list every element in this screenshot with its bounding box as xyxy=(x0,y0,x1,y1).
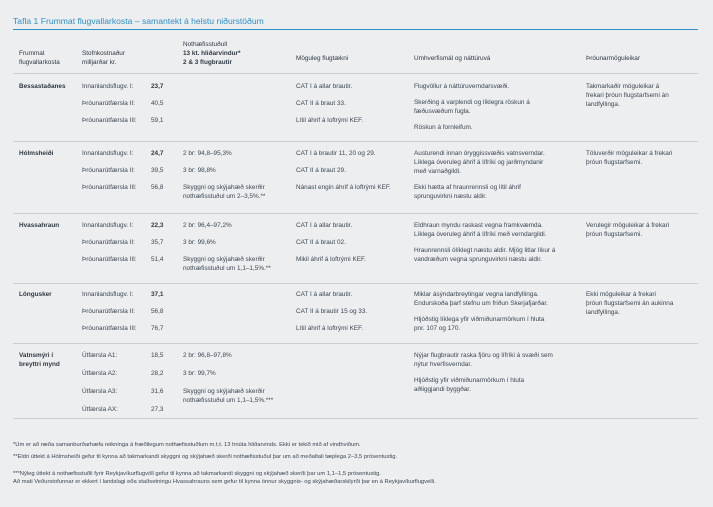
usability-text: nothæfisstuðul um 1,1–1,5%.** xyxy=(183,265,271,272)
row-name: Löngusker xyxy=(19,291,52,298)
row-name: breyttri mynd xyxy=(19,361,60,368)
dev-text: þróun flugstarfsemi. xyxy=(586,159,643,166)
env-text: sprunguvirkni næstu aldir. xyxy=(414,193,487,200)
header-col2-line: Stofnkostnaður xyxy=(82,50,125,57)
tech-text: CAT II á brautir 15 og 33. xyxy=(296,308,368,315)
dev-text: landfyllinga. xyxy=(586,101,620,108)
row-name: Bessastaðanes xyxy=(19,83,66,90)
cost-label: Þróunarútfærsla II: xyxy=(82,308,135,315)
env-text: Skerðing á varplendi og líklegra röskun á xyxy=(414,99,530,106)
cost-value: 35,7 xyxy=(151,239,164,246)
header-col4 xyxy=(296,54,348,63)
cost-label: Þróunarútfærsla II: xyxy=(82,100,135,107)
header-col3-line: 2 & 3 flugbrautir xyxy=(183,59,233,66)
row-divider xyxy=(13,213,698,214)
cost-value: 28,2 xyxy=(151,370,164,377)
env-text: Eldhraun myndu raskast vegna framkvæmda. xyxy=(414,222,543,229)
footnote: *Um er að ræða samanburðarhæfa reikninga á fræðilegum nothæfisstuðlum m.t.t. 13 hnúta hliðarvinds. Ekki er tekið mið af vindhviðum. xyxy=(13,442,361,448)
cost-value: 27,3 xyxy=(151,406,164,413)
header-col3-line: 13 kt. hliðarvindur* xyxy=(183,50,241,57)
title-divider xyxy=(13,29,698,30)
cost-value: 31,6 xyxy=(151,388,164,395)
cost-label: Innanlandsflugv. I: xyxy=(82,222,134,229)
usability-text: 3 br: 99,7% xyxy=(183,370,216,377)
cost-label: Útfærsla A3: xyxy=(82,388,118,395)
cost-label: Innanlandsflugv. I: xyxy=(82,291,134,298)
cost-label: Þróunarútfærsla III: xyxy=(82,256,137,263)
header-col5-line: Umhverfismál og náttúruvá xyxy=(414,55,491,62)
cost-value: 39,5 xyxy=(151,167,164,174)
dev-text: Töluverðir möguleikar á frekari xyxy=(586,150,673,157)
env-text: með varnaðgildi. xyxy=(414,168,461,175)
cost-value: 56,8 xyxy=(151,308,164,315)
env-text: fæðusvæðum fugla. xyxy=(414,108,471,115)
cost-label: Útfærsla A1: xyxy=(82,352,118,359)
header-col6-line: Þróunarmöguleikar xyxy=(586,55,640,62)
header-col4-line: Möguleg flugtækni xyxy=(296,55,349,62)
tech-text: Mikil áhrif á loftrými KEF. xyxy=(296,256,366,263)
header-col3-line: Nothæfisstuðull xyxy=(183,41,228,48)
env-text: Röskun á fornleifum. xyxy=(414,124,473,131)
tech-text: CAT I á allar brautir. xyxy=(296,83,353,90)
env-text: Líklega óveruleg áhrif á lífríki og jarðmyndanir xyxy=(414,159,544,166)
tech-text: CAT II á braut 02. xyxy=(296,239,346,246)
env-text: Nýjar flugbrautir raska fjöru og lífríki á svæði sem xyxy=(414,352,553,359)
usability-text: 2 br: 96,4–97,2% xyxy=(183,222,232,229)
usability-text: 3 br: 98,8% xyxy=(183,167,216,174)
tech-text: Nánast engin áhrif á loftrými KEF. xyxy=(296,184,391,191)
tech-text: CAT I á allar brautir. xyxy=(296,291,353,298)
env-text: nýtur hverfisverndar. xyxy=(414,361,472,368)
cost-label: Útfærsla AX: xyxy=(82,406,118,413)
usability-text: nothæfisstuðul um 2–3,5%.** xyxy=(183,193,266,200)
cost-value: 37,1 xyxy=(151,291,164,298)
row-divider xyxy=(13,343,698,344)
dev-text: þróun flugstarfsemi. xyxy=(586,231,643,238)
row-divider xyxy=(13,141,698,142)
env-text: vandræðum vegna sprunguvirkni næstu aldir. xyxy=(414,256,542,263)
header-col2-line: milljarðar kr. xyxy=(82,59,117,66)
env-text: Líklega óveruleg áhrif á lífríki með verndargildi. xyxy=(414,231,547,238)
header-col1-line: flugvallarkosta xyxy=(19,59,60,66)
usability-text: Skyggni og skýjahæð skerðir xyxy=(183,184,265,191)
cost-value: 59,1 xyxy=(151,117,164,124)
cost-label: Útfærsla A2: xyxy=(82,370,118,377)
env-text: Endurskoða þarf stefnu um friðun Skerjafjarðar. xyxy=(414,300,548,307)
tech-text: CAT II á braut 29. xyxy=(296,167,346,174)
cost-value: 40,5 xyxy=(151,100,164,107)
footnote: ***Nýleg úttekt á nothæfisstuðli fyrir Reykjavíkurflugvöll gefur til kynna að takmarkandi skyggni og skýjahæð skerði þar um 1,1–1,5 prósentustig. xyxy=(13,471,381,477)
dev-text: Takmarkaðir möguleikar á xyxy=(586,83,660,90)
header-col1 xyxy=(19,49,60,67)
cost-value: 76,7 xyxy=(151,325,164,332)
usability-text: Skyggni og skýjahæð skerðir xyxy=(183,256,265,263)
cost-value: 51,4 xyxy=(151,256,164,263)
cost-value: 56,8 xyxy=(151,184,164,191)
table-title: Tafla 1 Frummat flugvallarkosta – samantekt á helstu niðurstöðum xyxy=(13,16,264,26)
usability-text: 2 br: 96,8–97,8% xyxy=(183,352,232,359)
row-name: Vatnsmýri í xyxy=(19,352,54,359)
row-divider xyxy=(13,283,698,284)
cost-value: 24,7 xyxy=(151,150,164,157)
env-text: Hljóðstig líklega yfir viðmiðunarmörkum í hluta xyxy=(414,316,545,323)
header-col2 xyxy=(82,49,125,67)
row-divider xyxy=(13,418,698,419)
cost-label: Þróunarútfærsla III: xyxy=(82,325,137,332)
usability-text: 2 br: 94,8–95,3% xyxy=(183,150,232,157)
usability-text: 3 br: 99,6% xyxy=(183,239,216,246)
env-text: pnr. 107 og 170. xyxy=(414,325,461,332)
cost-label: Innanlandsflugv. I: xyxy=(82,150,134,157)
header-divider xyxy=(13,73,698,74)
tech-text: CAT II á braut 33. xyxy=(296,100,346,107)
cost-label: Innanlandsflugv. I: xyxy=(82,83,134,90)
cost-value: 22,3 xyxy=(151,222,164,229)
tech-text: Lítil áhrif á loftrými KEF. xyxy=(296,117,364,124)
cost-value: 18,5 xyxy=(151,352,164,359)
footnote: **Eldri úttekt á Hólmsheiði gefur til kynna að takmarkandi skyggni og skýjahæð skerði nothæfisstuðul þar um að meðaltali tæplega 2–3,5 prósentustig. xyxy=(13,454,398,460)
header-col6 xyxy=(586,54,640,63)
usability-text: Skyggni og skýjahæð skerðir xyxy=(183,388,265,395)
cost-label: Þróunarútfærsla II: xyxy=(82,167,135,174)
tech-text: Lítil áhrif á loftrými KEF. xyxy=(296,325,364,332)
env-text: Miklar ásýndarbreytingar vegna landfyllinga. xyxy=(414,291,539,298)
env-text: aðliggjandi byggðar. xyxy=(414,386,471,393)
dev-text: þróun flugstarfsemi án aukinna xyxy=(586,300,674,307)
tech-text: CAT I á allar brautir. xyxy=(296,222,353,229)
env-text: Hraunrennsli ólíklegt næstu aldir. Mjög litlar líkur á xyxy=(414,247,556,254)
cost-label: Þróunarútfærsla II: xyxy=(82,239,135,246)
header-col5 xyxy=(414,54,490,63)
dev-text: Verulegir möguleikar á frekari xyxy=(586,222,670,229)
dev-text: landfyllinga. xyxy=(586,309,620,316)
env-text: Hljóðstig yfir viðmiðunarmörkum í hluta xyxy=(414,377,525,384)
env-text: Austurendi innan öryggissvæðis vatnsverndar. xyxy=(414,150,545,157)
header-col3 xyxy=(183,40,241,67)
dev-text: Ekki möguleikar á frekari xyxy=(586,291,656,298)
row-name: Hólmsheiði xyxy=(19,150,54,157)
usability-text: nothæfisstuðul um 1,1–1,5%.*** xyxy=(183,397,274,404)
cost-value: 23,7 xyxy=(151,83,164,90)
header-col1-line: Frummat xyxy=(19,50,45,57)
cost-label: Þróunarútfærsla III: xyxy=(82,117,137,124)
env-text: Ekki hætta af hraunrennsli og lítil áhrif xyxy=(414,184,521,191)
row-name: Hvassahraun xyxy=(19,222,60,229)
env-text: Flugvöllur á náttúruverndarsvæði. xyxy=(414,83,510,90)
footnote: Að mati Veðurstofunnar er ekkert í landslagi eða staðsetningu Hvassahrauns sem gefur til kynna önnur skyggnis- og skýjahæðarskilyrði þar en á Reykjavíkurflugvelli. xyxy=(13,479,436,485)
dev-text: frekari þróun flugstarfsemi án xyxy=(586,92,669,99)
cost-label: Þróunarútfærsla III: xyxy=(82,184,137,191)
tech-text: CAT I á brautir 11, 20 og 29. xyxy=(296,150,376,157)
